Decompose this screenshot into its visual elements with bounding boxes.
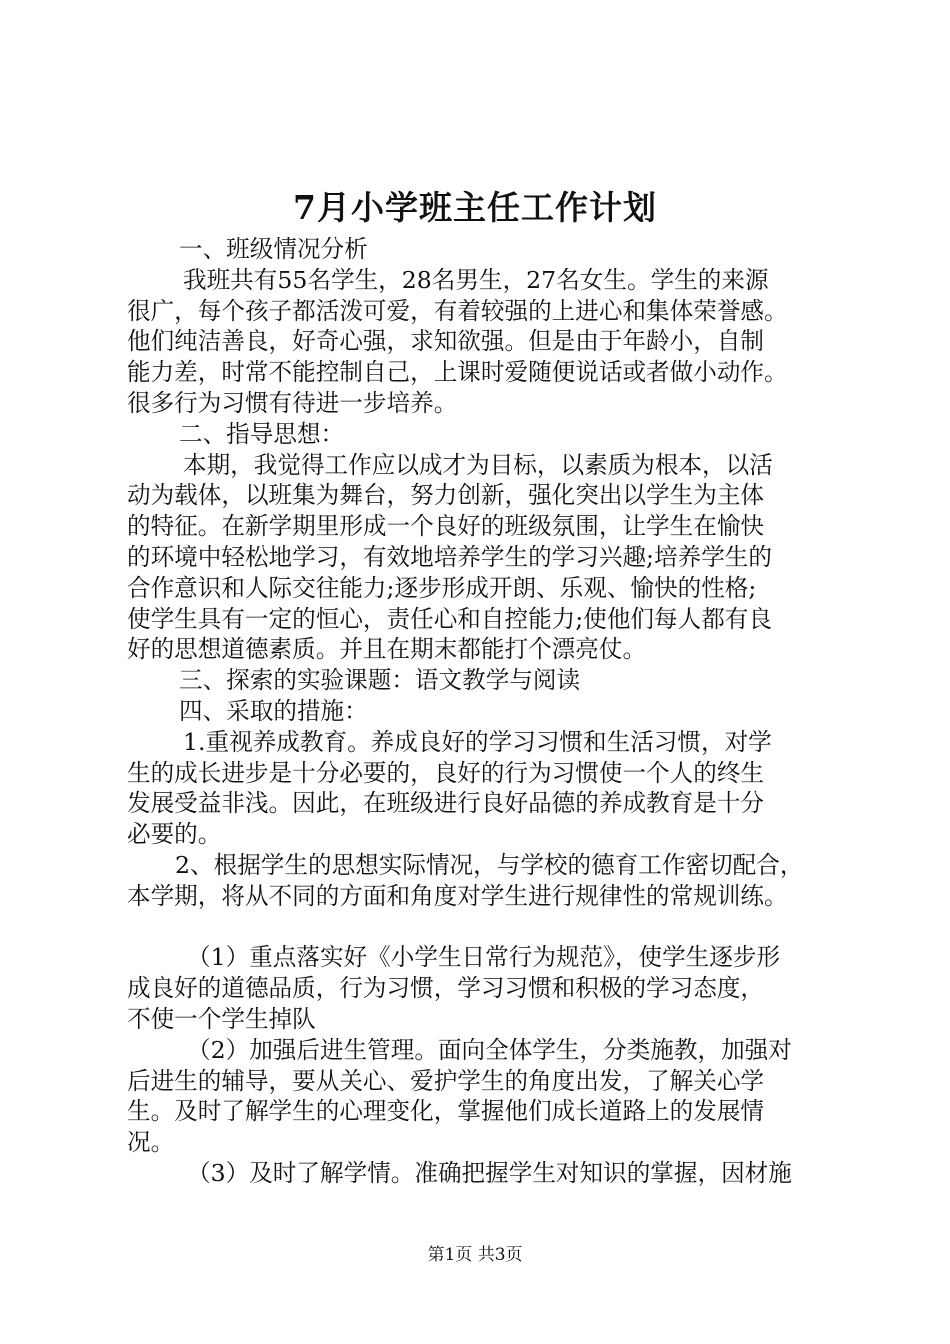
body-line: 动为载体，以班集为舞台，努力创新，强化突出以学生为主体 <box>127 481 765 510</box>
document-title: 7月小学班主任工作计划 <box>293 188 657 227</box>
body-line: 本期，我觉得工作应以成才为目标，以素质为根本，以活 <box>183 450 773 479</box>
section-heading: 二、指导思想： <box>179 419 345 448</box>
section-heading: 四、采取的措施： <box>179 696 368 725</box>
body-line: 发展受益非浅。因此，在班级进行良好品德的养成教育是十分 <box>127 789 765 818</box>
body-line: 很多行为习惯有待进一步培养。 <box>127 388 458 417</box>
page-footer: 第1页 共3页 <box>427 1245 523 1265</box>
body-line: 必要的。 <box>127 820 222 849</box>
body-line: （1）重点落实好《小学生日常行为规范》，使学生逐步形 <box>187 943 781 972</box>
body-line: 合作意识和人际交往能力;逐步形成开朗、乐观、愉快的性格; <box>127 573 757 602</box>
body-line: 很广，每个孩子都活泼可爱，有着较强的上进心和集体荣誉感。 <box>127 296 788 325</box>
body-line: 1.重视养成教育。养成良好的学习习惯和生活习惯，对学 <box>183 727 772 756</box>
body-line: 的特征。在新学期里形成一个良好的班级氛围，让学生在愉快 <box>127 512 765 541</box>
body-line: 后进生的辅导，要从关心、爱护学生的角度出发，了解关心学 <box>127 1066 765 1095</box>
body-line: 2、根据学生的思想实际情况，与学校的德育工作密切配合， <box>175 850 804 879</box>
body-line: 他们纯洁善良，好奇心强，求知欲强。但是由于年龄小，自制 <box>127 327 765 356</box>
body-line: 生。及时了解学生的心理变化，掌握他们成长道路上的发展情 <box>127 1097 765 1126</box>
body-line: 生的成长进步是十分必要的，良好的行为习惯使一个人的终生 <box>127 758 765 787</box>
body-line: （3）及时了解学情。准确把握学生对知识的掌握，因材施 <box>187 1158 792 1187</box>
section-heading: 一、班级情况分析 <box>179 235 368 263</box>
body-line: 不使一个学生掉队 <box>127 1004 316 1033</box>
body-line: 本学期，将从不同的方面和角度对学生进行规律性的常规训练。 <box>127 881 788 910</box>
body-line: 能力差，时常不能控制自己，上课时爱随便说话或者做小动作。 <box>127 358 788 387</box>
body-line: 使学生具有一定的恒心，责任心和自控能力;使他们每人都有良 <box>127 604 772 633</box>
blank-line <box>127 912 832 943</box>
body-line: 的环境中轻松地学习，有效地培养学生的学习兴趣;培养学生的 <box>127 542 772 571</box>
body-line: 好的思想道德素质。并且在期末都能打个漂亮仗。 <box>127 635 647 664</box>
document-body <box>127 234 832 1189</box>
body-line: 我班共有55名学生，28名男生，27名女生。学生的来源 <box>183 265 769 294</box>
body-line: 成良好的道德品质，行为习惯，学习习惯和积极的学习态度， <box>127 974 765 1003</box>
body-line: 况。 <box>127 1128 175 1157</box>
section-heading: 三、探索的实验课题：语文教学与阅读 <box>179 666 581 695</box>
body-line: （2）加强后进生管理。面向全体学生，分类施教，加强对 <box>187 1035 792 1064</box>
